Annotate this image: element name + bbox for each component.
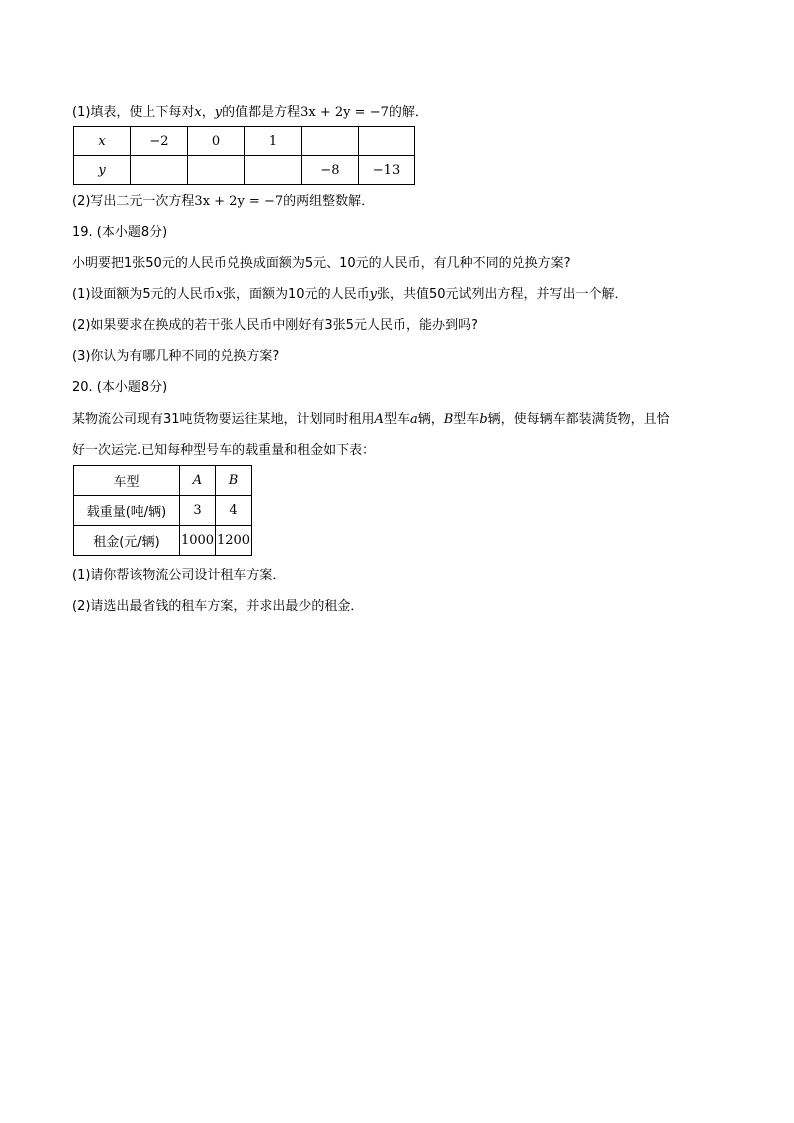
table-header-cell: 车型 (74, 466, 180, 496)
comma: ， (201, 105, 215, 120)
var-x: x (215, 287, 224, 302)
table-header-cell: B (216, 466, 252, 496)
table-header-cell: y (74, 156, 131, 185)
q20-part2: (2)请选出最省钱的租车方案，并求出最少的租金． (72, 599, 364, 614)
q18-part2 (72, 193, 374, 211)
q20-stem-a: 某物流公司现有31吨货物要运往某地，计划同时租用 (72, 412, 375, 427)
var-a: a (409, 412, 418, 427)
table-header-cell: A (180, 466, 216, 496)
q20-stem-b: 型车 (383, 412, 410, 427)
q20-stem-line2: 好一次运完.已知每种型号车的载重量和租金如下表： (72, 443, 376, 458)
var-y: y (369, 287, 377, 302)
q19-part1 (72, 286, 627, 304)
table-cell (131, 156, 188, 185)
table-cell: 1000 (180, 526, 216, 556)
table-header-cell: x (74, 127, 131, 156)
q19-part1-b: 张，面额为10元的人民币 (223, 287, 370, 302)
table-cell: 1 (245, 127, 302, 156)
q20-stem-line1 (72, 411, 670, 429)
q19-heading: 19. (本小题8分) (72, 225, 168, 240)
q19-stem: 小明要把1张50元的人民币兑换成面额为5元、10元的人民币，有几种不同的兑换方案? (72, 256, 571, 271)
q19-part2: (2)如果要求在换成的若干张人民币中刚好有3张5元人民币，能办到吗? (72, 318, 478, 333)
q20-part1: (1)请你帮该物流公司设计租车方案． (72, 568, 286, 583)
table-row-y (74, 156, 415, 185)
var-y: y (214, 105, 223, 120)
q18-part2-prefix: (2)写出二元一次方程 (72, 194, 195, 209)
q20-heading: 20. (本小题8分) (72, 380, 168, 395)
table-row-header (74, 466, 252, 496)
table-cell (245, 156, 302, 185)
table-cell (188, 156, 245, 185)
table-cell: 0 (188, 127, 245, 156)
table-cell: −8 (302, 156, 359, 185)
q18-part1-prefix: (1)填表，使上下每对 (72, 105, 195, 120)
var-b: b (479, 412, 488, 427)
table-row-capacity (74, 496, 252, 526)
q20-stem-c: 辆， (417, 412, 444, 427)
q20-stem-d: 型车 (453, 412, 480, 427)
truck-spec-table (73, 465, 252, 556)
table-cell (359, 127, 415, 156)
q19-part1-a: (1)设面额为5元的人民币 (72, 287, 216, 302)
table-cell: −2 (131, 127, 188, 156)
q20-stem-e: 辆，使每辆车都装满货物，且恰 (487, 412, 670, 427)
table-cell: 租金(元/辆) (74, 526, 180, 556)
table-cell: −13 (359, 156, 415, 185)
q18-part1-suffix: 的解． (388, 105, 428, 120)
q19-part3: (3)你认为有哪几种不同的兑换方案? (72, 349, 280, 364)
var-B: B (443, 412, 454, 427)
table-cell (302, 127, 359, 156)
table-cell: 1200 (216, 526, 252, 556)
equation: 3x + 2y = −7 (300, 105, 389, 120)
equation: 3x + 2y = −7 (194, 194, 284, 209)
table-row-x (74, 127, 415, 156)
q18-part1-mid: 的值都是方程 (222, 105, 301, 120)
table-cell: 3 (180, 496, 216, 526)
q18-part1 (72, 104, 428, 122)
table-cell: 4 (216, 496, 252, 526)
table-cell: 载重量(吨/辆) (74, 496, 180, 526)
xy-value-table (73, 126, 415, 185)
table-row-rent (74, 526, 252, 556)
q19-part1-c: 张，共值50元试列出方程，并写出一个解． (376, 287, 628, 302)
q18-part2-suffix: 的两组整数解． (283, 194, 375, 209)
var-x: x (194, 105, 202, 120)
var-A: A (374, 412, 384, 427)
